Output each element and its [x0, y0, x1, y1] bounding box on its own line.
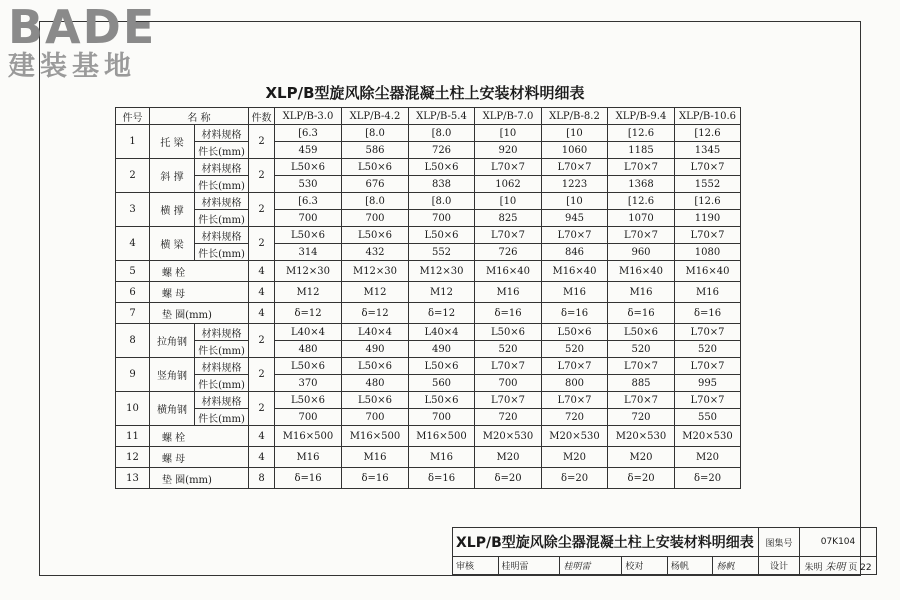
length-cell: 700 — [275, 409, 342, 426]
header-model: XLP/B-7.0 — [475, 108, 542, 125]
spec-cell: [12.6 — [675, 193, 741, 210]
item-name: 螺 栓 — [150, 261, 249, 282]
spec-cell: [8.0 — [342, 193, 409, 210]
length-cell: 550 — [675, 409, 741, 426]
length-cell: 700 — [342, 409, 409, 426]
spec-cell: L70×7 — [475, 358, 542, 375]
value-cell: M20 — [542, 447, 608, 468]
spec-cell: [12.6 — [608, 125, 675, 142]
spec-cell: L40×4 — [409, 324, 475, 341]
value-cell: δ=20 — [475, 468, 542, 489]
item-count: 2 — [249, 159, 275, 193]
table-row — [116, 125, 741, 142]
spec-cell: [8.0 — [409, 125, 475, 142]
value-cell: δ=20 — [608, 468, 675, 489]
length-cell: 459 — [275, 142, 342, 159]
header-model: XLP/B-4.2 — [342, 108, 409, 125]
value-cell: M16 — [342, 447, 409, 468]
spec-label: 材料规格 — [195, 392, 249, 409]
item-count: 2 — [249, 324, 275, 358]
value-cell: M16×40 — [475, 261, 542, 282]
spec-cell: L70×7 — [475, 392, 542, 409]
length-cell: 720 — [475, 409, 542, 426]
value-cell: M16 — [475, 282, 542, 303]
length-label: 件长(mm) — [195, 341, 249, 358]
logo-subtitle: 建装基地 — [8, 51, 136, 82]
spec-cell: L50×6 — [275, 227, 342, 244]
atlas-label: 图集号 — [759, 528, 800, 557]
table-row — [116, 210, 741, 227]
review-label: 审核 — [453, 557, 499, 575]
length-cell: 480 — [275, 341, 342, 358]
value-cell: δ=16 — [475, 303, 542, 324]
value-cell: δ=16 — [608, 303, 675, 324]
item-count: 4 — [249, 426, 275, 447]
length-cell: 1552 — [675, 176, 741, 193]
item-count: 2 — [249, 193, 275, 227]
check-label: 校对 — [622, 557, 668, 575]
spec-cell: L70×7 — [542, 227, 608, 244]
table-row — [116, 409, 741, 426]
value-cell: M16×40 — [542, 261, 608, 282]
table-row — [116, 282, 741, 303]
value-cell: M16 — [675, 282, 741, 303]
length-cell: 530 — [275, 176, 342, 193]
length-cell: 1062 — [475, 176, 542, 193]
spec-cell: L70×7 — [608, 227, 675, 244]
value-cell: M16 — [275, 447, 342, 468]
spec-cell: L50×6 — [275, 358, 342, 375]
length-cell: 520 — [608, 341, 675, 358]
value-cell: δ=16 — [275, 468, 342, 489]
value-cell: M16 — [542, 282, 608, 303]
value-cell: M20 — [475, 447, 542, 468]
length-cell: 676 — [342, 176, 409, 193]
item-name: 螺 母 — [150, 282, 249, 303]
spec-label: 材料规格 — [195, 358, 249, 375]
table-row — [116, 176, 741, 193]
item-no: 5 — [116, 261, 150, 282]
header-model: XLP/B-8.2 — [542, 108, 608, 125]
length-label: 件长(mm) — [195, 210, 249, 227]
spec-cell: L50×6 — [275, 392, 342, 409]
item-count: 4 — [249, 447, 275, 468]
spec-label: 材料规格 — [195, 227, 249, 244]
spec-cell: L50×6 — [342, 392, 409, 409]
item-name: 横 梁 — [150, 227, 195, 261]
spec-cell: L50×6 — [409, 358, 475, 375]
item-name: 垫 圈(mm) — [150, 468, 249, 489]
spec-cell: L50×6 — [475, 324, 542, 341]
length-cell: 800 — [542, 375, 608, 392]
value-cell: M16×40 — [675, 261, 741, 282]
header-model: XLP/B-9.4 — [608, 108, 675, 125]
header-no: 件号 — [116, 108, 150, 125]
value-cell: M12×30 — [342, 261, 409, 282]
spec-cell: L70×7 — [542, 358, 608, 375]
item-no: 8 — [116, 324, 150, 358]
length-label: 件长(mm) — [195, 176, 249, 193]
item-no: 13 — [116, 468, 150, 489]
spec-label: 材料规格 — [195, 159, 249, 176]
table-row — [116, 142, 741, 159]
length-cell: 520 — [475, 341, 542, 358]
length-cell: 1345 — [675, 142, 741, 159]
value-cell: δ=16 — [675, 303, 741, 324]
table-row — [116, 392, 741, 409]
length-cell: 1368 — [608, 176, 675, 193]
length-cell: 825 — [475, 210, 542, 227]
spec-label: 材料规格 — [195, 324, 249, 341]
length-cell: 480 — [342, 375, 409, 392]
spec-cell: L70×7 — [608, 392, 675, 409]
table-row — [116, 358, 741, 375]
item-no: 10 — [116, 392, 150, 426]
item-count: 2 — [249, 125, 275, 159]
spec-cell: [8.0 — [409, 193, 475, 210]
spec-label: 材料规格 — [195, 125, 249, 142]
spec-cell: L50×6 — [275, 159, 342, 176]
value-cell: M20 — [675, 447, 741, 468]
item-count: 4 — [249, 261, 275, 282]
length-cell: 838 — [409, 176, 475, 193]
length-cell: 552 — [409, 244, 475, 261]
designer-name: 朱明 朱明 页 22 — [800, 557, 877, 575]
table-row — [116, 324, 741, 341]
length-cell: 1060 — [542, 142, 608, 159]
item-no: 9 — [116, 358, 150, 392]
table-row — [116, 244, 741, 261]
header-model: XLP/B-5.4 — [409, 108, 475, 125]
item-name: 垫 圈(mm) — [150, 303, 249, 324]
table-row — [116, 447, 741, 468]
spec-cell: L70×7 — [675, 159, 741, 176]
item-count: 4 — [249, 282, 275, 303]
length-cell: 700 — [342, 210, 409, 227]
logo — [8, 0, 178, 84]
item-name: 横 撑 — [150, 193, 195, 227]
value-cell: δ=12 — [409, 303, 475, 324]
length-label: 件长(mm) — [195, 409, 249, 426]
header-model: XLP/B-3.0 — [275, 108, 342, 125]
item-name: 拉角钢 — [150, 324, 195, 358]
value-cell: M16×40 — [608, 261, 675, 282]
length-label: 件长(mm) — [195, 142, 249, 159]
spec-cell: [12.6 — [675, 125, 741, 142]
length-cell: 586 — [342, 142, 409, 159]
item-name: 竖角钢 — [150, 358, 195, 392]
checker-signature: 杨帆 — [713, 557, 759, 575]
spec-cell: [12.6 — [608, 193, 675, 210]
checker-name: 杨帆 — [667, 557, 713, 575]
table-row — [116, 468, 741, 489]
value-cell: M20×530 — [608, 426, 675, 447]
table-title: XLP/B型旋风除尘器混凝土柱上安装材料明细表 — [265, 84, 585, 102]
spec-cell: [10 — [542, 193, 608, 210]
value-cell: M12×30 — [409, 261, 475, 282]
spec-cell: L70×7 — [475, 159, 542, 176]
value-cell: M20 — [608, 447, 675, 468]
value-cell: M20×530 — [542, 426, 608, 447]
spec-cell: [10 — [542, 125, 608, 142]
length-cell: 700 — [275, 210, 342, 227]
item-no: 6 — [116, 282, 150, 303]
table-row — [116, 227, 741, 244]
length-cell: 1080 — [675, 244, 741, 261]
spec-cell: L50×6 — [409, 227, 475, 244]
length-cell: 700 — [409, 409, 475, 426]
length-cell: 1190 — [675, 210, 741, 227]
value-cell: δ=16 — [409, 468, 475, 489]
spec-cell: L70×7 — [675, 324, 741, 341]
table-row — [116, 159, 741, 176]
table-row — [116, 261, 741, 282]
spec-cell: L70×7 — [675, 227, 741, 244]
spec-cell: L70×7 — [608, 358, 675, 375]
value-cell: δ=20 — [542, 468, 608, 489]
spec-cell: L50×6 — [608, 324, 675, 341]
spec-cell: L70×7 — [675, 392, 741, 409]
length-cell: 520 — [675, 341, 741, 358]
spec-label: 材料规格 — [195, 193, 249, 210]
value-cell: M16×500 — [275, 426, 342, 447]
header-model: XLP/B-10.6 — [675, 108, 741, 125]
item-count: 8 — [249, 468, 275, 489]
length-cell: 700 — [409, 210, 475, 227]
length-cell: 560 — [409, 375, 475, 392]
item-name: 托 梁 — [150, 125, 195, 159]
spec-cell: L70×7 — [542, 392, 608, 409]
spec-cell: L50×6 — [409, 392, 475, 409]
item-count: 2 — [249, 227, 275, 261]
length-cell: 846 — [542, 244, 608, 261]
length-cell: 960 — [608, 244, 675, 261]
length-cell: 520 — [542, 341, 608, 358]
length-cell: 1070 — [608, 210, 675, 227]
table-row — [116, 341, 741, 358]
item-no: 4 — [116, 227, 150, 261]
table-row — [116, 375, 741, 392]
table-row — [116, 303, 741, 324]
length-label: 件长(mm) — [195, 244, 249, 261]
spec-cell: L40×4 — [342, 324, 409, 341]
item-no: 12 — [116, 447, 150, 468]
value-cell: δ=12 — [275, 303, 342, 324]
value-cell: δ=16 — [342, 468, 409, 489]
length-cell: 1223 — [542, 176, 608, 193]
value-cell: M16 — [409, 447, 475, 468]
length-cell: 720 — [608, 409, 675, 426]
item-no: 1 — [116, 125, 150, 159]
item-name: 横角钢 — [150, 392, 195, 426]
material-table — [115, 107, 741, 489]
spec-cell: L40×4 — [275, 324, 342, 341]
length-cell: 370 — [275, 375, 342, 392]
spec-cell: [10 — [475, 125, 542, 142]
atlas-number: 07K104 — [800, 528, 877, 557]
titleblock-title: XLP/B型旋风除尘器混凝土柱上安装材料明细表 — [453, 528, 759, 557]
logo-brand: BADE — [8, 0, 157, 54]
value-cell: M16 — [608, 282, 675, 303]
length-cell: 720 — [542, 409, 608, 426]
length-cell: 945 — [542, 210, 608, 227]
spec-cell: L70×7 — [475, 227, 542, 244]
item-name: 螺 栓 — [150, 426, 249, 447]
value-cell: M16×500 — [409, 426, 475, 447]
spec-cell: L70×7 — [675, 358, 741, 375]
value-cell: M12 — [275, 282, 342, 303]
spec-cell: L70×7 — [542, 159, 608, 176]
title-block — [452, 527, 877, 575]
item-no: 7 — [116, 303, 150, 324]
value-cell: M20×530 — [475, 426, 542, 447]
spec-cell: L70×7 — [608, 159, 675, 176]
item-count: 2 — [249, 392, 275, 426]
length-cell: 314 — [275, 244, 342, 261]
spec-cell: L50×6 — [409, 159, 475, 176]
value-cell: δ=20 — [675, 468, 741, 489]
length-cell: 726 — [475, 244, 542, 261]
length-label: 件长(mm) — [195, 375, 249, 392]
spec-cell: [10 — [475, 193, 542, 210]
spec-cell: L50×6 — [342, 227, 409, 244]
value-cell: M12 — [409, 282, 475, 303]
table-row — [116, 426, 741, 447]
length-cell: 726 — [409, 142, 475, 159]
item-no: 11 — [116, 426, 150, 447]
header-count: 件数 — [249, 108, 275, 125]
spec-cell: [8.0 — [342, 125, 409, 142]
item-name: 斜 撑 — [150, 159, 195, 193]
reviewer-name: 桂明雷 — [498, 557, 560, 575]
spec-cell: L50×6 — [542, 324, 608, 341]
table-row — [116, 193, 741, 210]
length-cell: 995 — [675, 375, 741, 392]
value-cell: M12 — [342, 282, 409, 303]
spec-cell: [6.3 — [275, 193, 342, 210]
reviewer-signature: 桂明雷 — [560, 557, 622, 575]
item-count: 4 — [249, 303, 275, 324]
design-label: 设计 — [759, 557, 800, 575]
length-cell: 490 — [342, 341, 409, 358]
spec-cell: L50×6 — [342, 358, 409, 375]
value-cell: δ=12 — [342, 303, 409, 324]
length-cell: 432 — [342, 244, 409, 261]
item-no: 2 — [116, 159, 150, 193]
header-name: 名 称 — [150, 108, 249, 125]
value-cell: M16×500 — [342, 426, 409, 447]
length-cell: 885 — [608, 375, 675, 392]
item-name: 螺 母 — [150, 447, 249, 468]
spec-cell: L50×6 — [342, 159, 409, 176]
length-cell: 920 — [475, 142, 542, 159]
spec-cell: [6.3 — [275, 125, 342, 142]
value-cell: δ=16 — [542, 303, 608, 324]
value-cell: M12×30 — [275, 261, 342, 282]
value-cell: M20×530 — [675, 426, 741, 447]
length-cell: 490 — [409, 341, 475, 358]
length-cell: 1185 — [608, 142, 675, 159]
length-cell: 700 — [475, 375, 542, 392]
item-count: 2 — [249, 358, 275, 392]
item-no: 3 — [116, 193, 150, 227]
